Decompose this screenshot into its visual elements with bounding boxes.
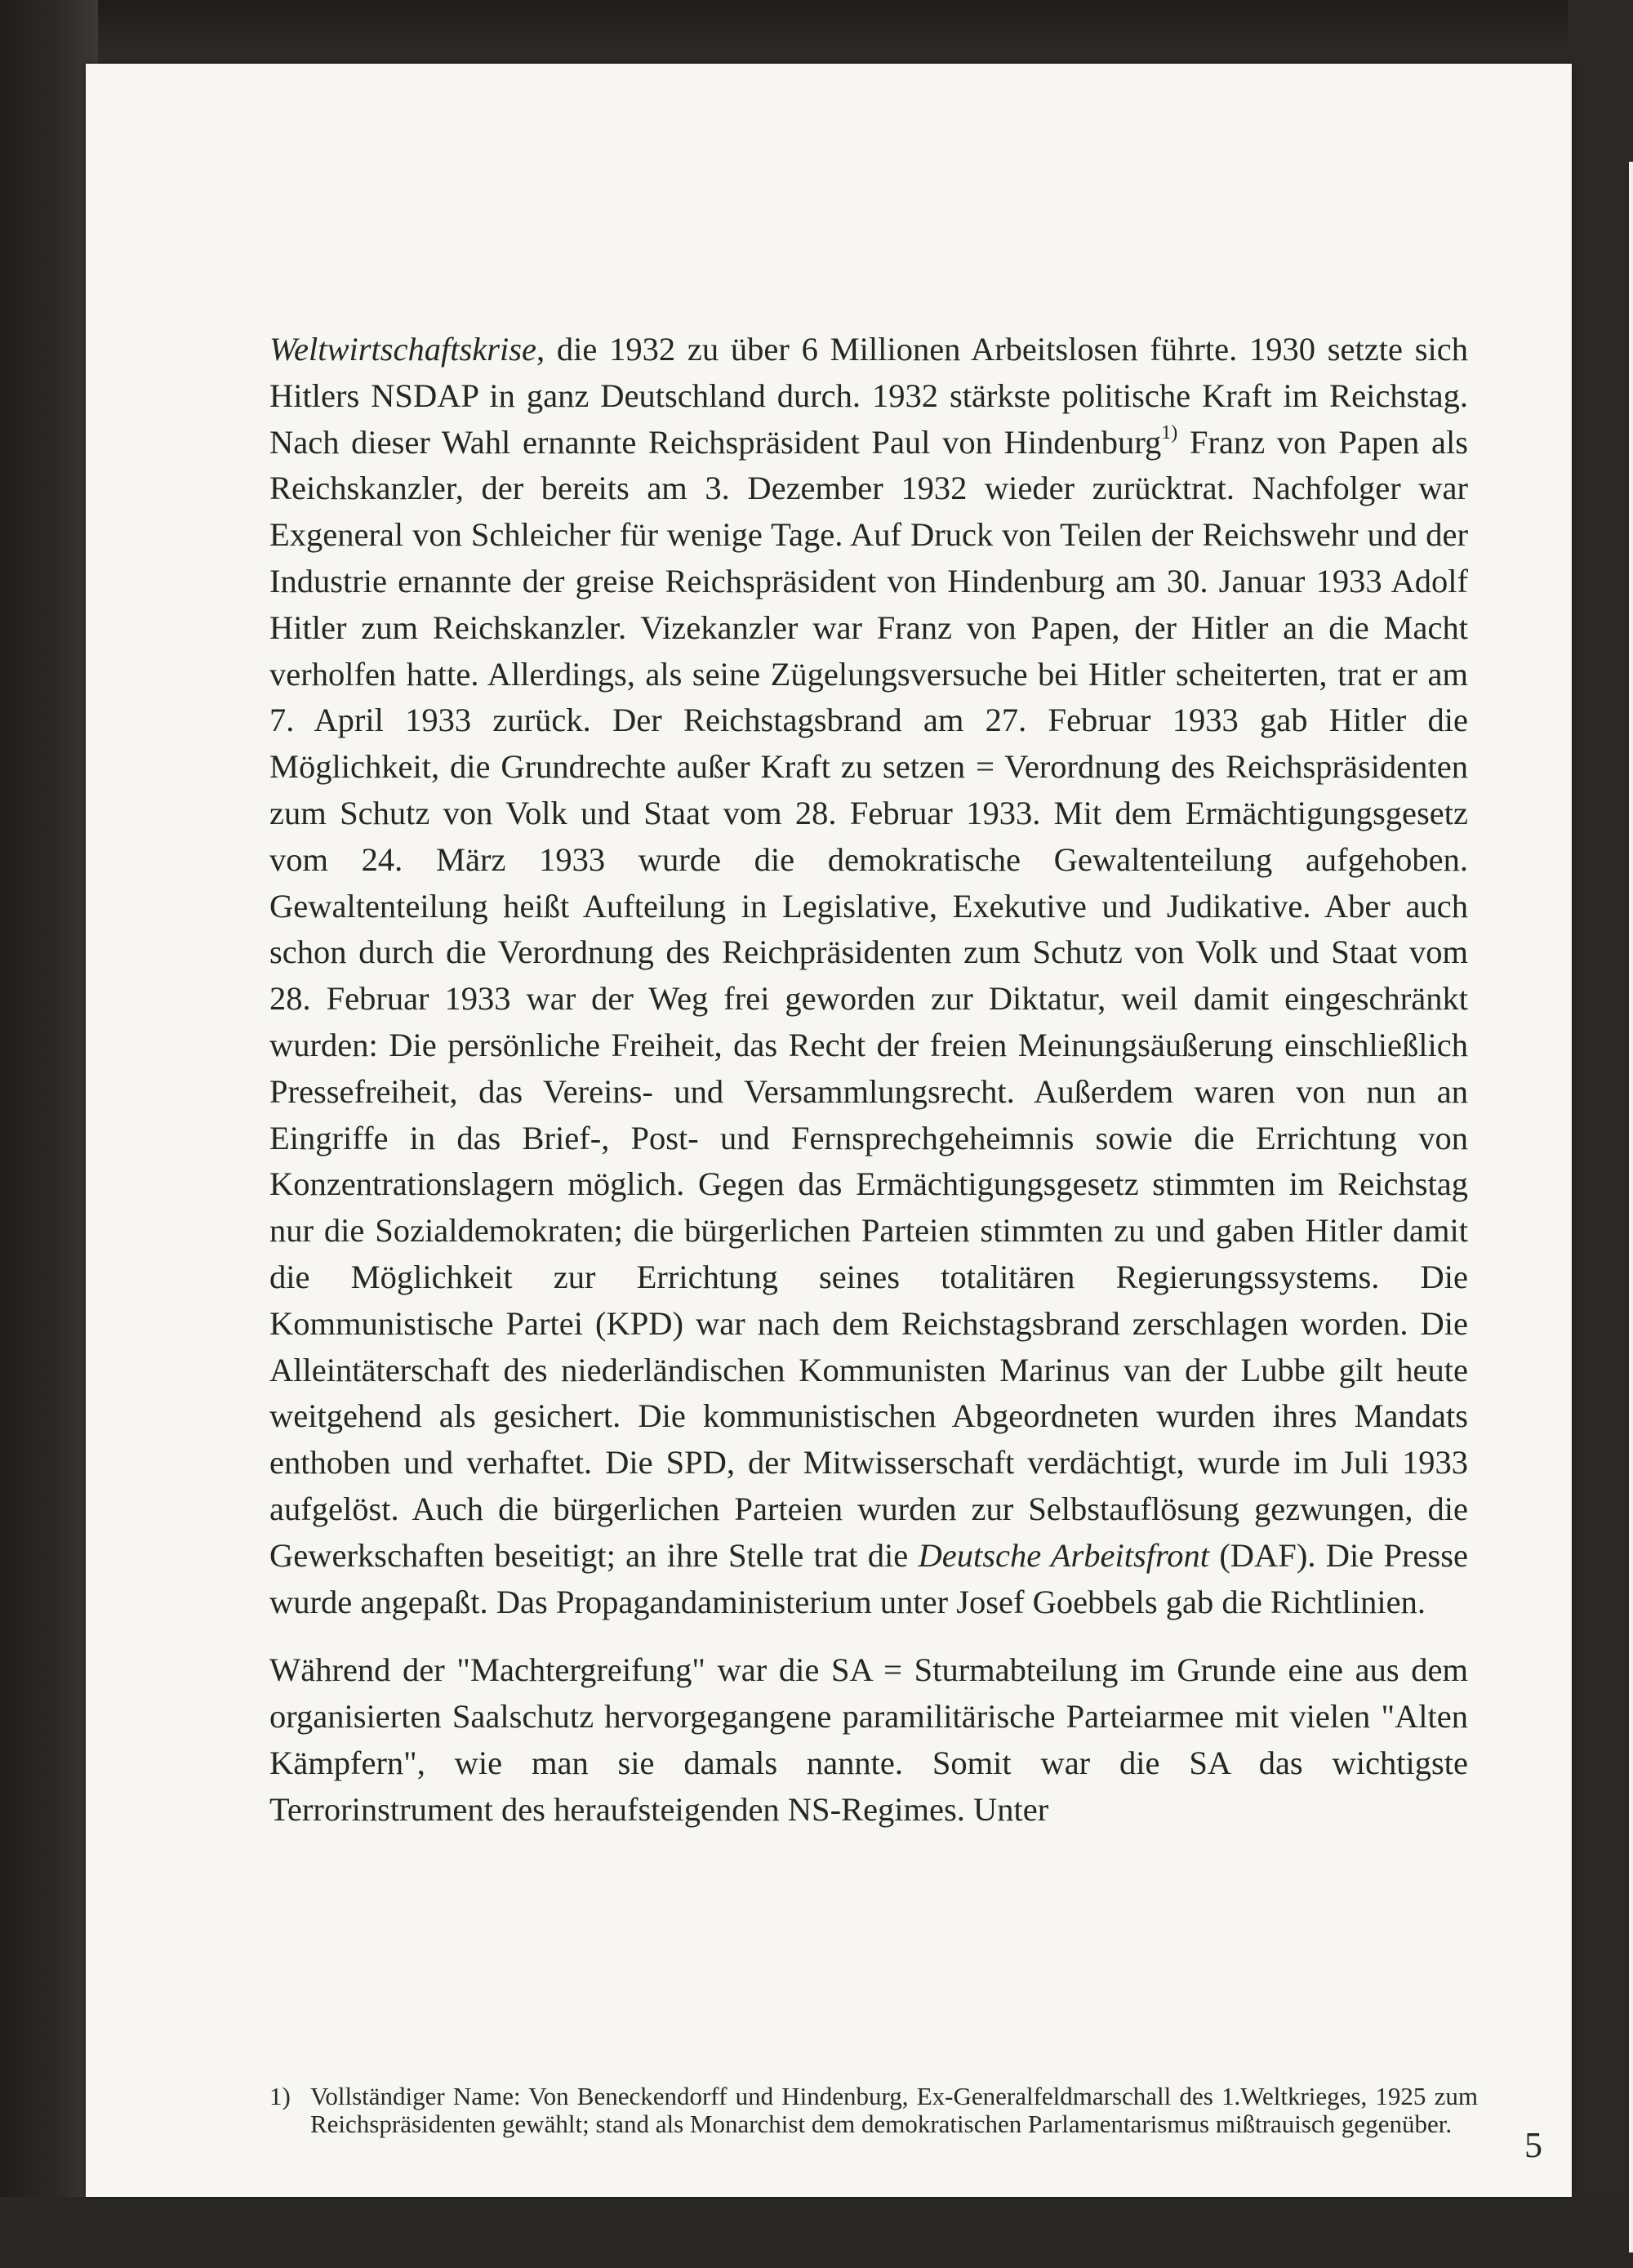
paragraph-1 <box>269 327 1468 1625</box>
footnote-text: Vollständiger Name: Von Beneckendorff und Hindenburg, Ex-Generalfeldmarschall des 1.Weltkrieges, 1925 zum Reichspräsidenten gewählt; stand als Monarchist dem demokratischen Parlamentarismus mißtrauisch gegenüber. <box>310 2082 1478 2138</box>
scan-background-top <box>0 0 1633 65</box>
footnote <box>269 2083 1478 2138</box>
scan-background-right <box>1568 0 1633 2268</box>
paragraph-1-text-b: Franz von Papen als Reichskanzler, der bereits am 3. Dezember 1932 wieder zurücktrat. Nachfolger war Exgeneral von Schleicher für wenige Tage. Auf Druck von Teilen der Reichswehr und der Industrie ernannte der greise Reichspräsident von Hindenburg am 30. Januar 1933 Adolf Hitler zum Reichskanzler. Vizekanzler war Franz von Papen, der Hitler an die Macht verholfen hatte. Allerdings, als seine Zügelungsversuche bei Hitler scheiterten, trat er am 7. April 1933 zurück. Der Reichstagsbrand am 27. Februar 1933 gab Hitler die Möglichkeit, die Grundrechte außer Kraft zu setzen = Verordnung des Reichspräsidenten zum Schutz von Volk und Staat vom 28. Februar 1933. Mit dem Ermächtigungsgesetz vom 24. März 1933 wurde die demokratische Gewaltenteilung aufgehoben. Gewaltenteilung heißt Aufteilung in Legislative, Exekutive und Judikative. Aber auch schon durch die Verordnung des Reichpräsidenten zum Schutz von Volk und Staat vom 28. Februar 1933 war der Weg frei geworden zur Diktatur, weil damit eingeschränkt wurden: Die persönliche Freiheit, das Recht der freien Meinungsäußerung einschließlich Pressefreiheit, das Vereins- und Versammlungsrecht. Außerdem waren von nun an Eingriffe in das Brief-, Post- und Fernsprechgeheimnis sowie die Errichtung von Konzentrationslagern möglich. Gegen das Ermächtigungsgesetz stimmten im Reichstag nur die Sozialdemokraten; die bürgerlichen Parteien stimmten zu und gaben Hitler damit die Möglichkeit zur Errichtung seines totalitären Regierungssystems. Die Kommunistische Partei (KPD) war nach dem Reichstagsbrand zerschlagen worden. Die Alleintäterschaft des niederländischen Kommunisten Marinus van der Lubbe gilt heute weitgehend als gesichert. Die kommunistischen Abgeordneten wurden ihres Mandats enthoben und verhaftet. Die SPD, der Mitwisserschaft verdächtigt, wurde im Juli 1933 aufgelöst. Auch die bürgerlichen Parteien wurden zur Selbstauflösung gezwungen, die Gewerkschaften beseitigt; an ihre Stelle trat die <box>269 423 1468 1574</box>
scan-background-bottom <box>0 2197 1633 2268</box>
page-fold-shadow <box>1629 162 1633 2252</box>
page-number: 5 <box>1524 2125 1542 2165</box>
paragraph-1-text-a: , die 1932 zu über 6 Millionen Arbeitslosen führte. 1930 setzte sich Hitlers NSDAP in ganz Deutschland durch. 1932 stärkste politische Kraft im Reichstag. Nach dieser Wahl ernannte Reichspräsident Paul von Hindenburg <box>269 331 1468 461</box>
italic-term-weltwirtschaftskrise: Weltwirtschaftskrise <box>269 331 537 368</box>
paragraph-2: Während der "Machtergreifung" war die SA = Sturmabteilung im Grunde eine aus dem organisierten Saalschutz hervorgegangene paramilitärische Parteiarmee mit vielen "Alten Kämpfern", wie man sie damals nannte. Somit war die SA das wichtigste Terrorinstrument des heraufsteigenden NS-Regimes. Unter <box>269 1651 1468 1828</box>
body-text <box>269 327 1468 1834</box>
paragraph-1-text-c: (DAF). Die Presse wurde angepaßt. Das Propagandaministerium unter Josef Goebbels gab die Richtlinien. <box>269 1536 1468 1620</box>
scan-background-left <box>0 0 98 2268</box>
footnote-reference: 1) <box>1161 421 1178 443</box>
italic-term-deutsche-arbeitsfront: Deutsche Arbeitsfront <box>918 1536 1210 1574</box>
book-page <box>86 64 1572 2197</box>
footnote-marker: 1) <box>269 2082 291 2110</box>
